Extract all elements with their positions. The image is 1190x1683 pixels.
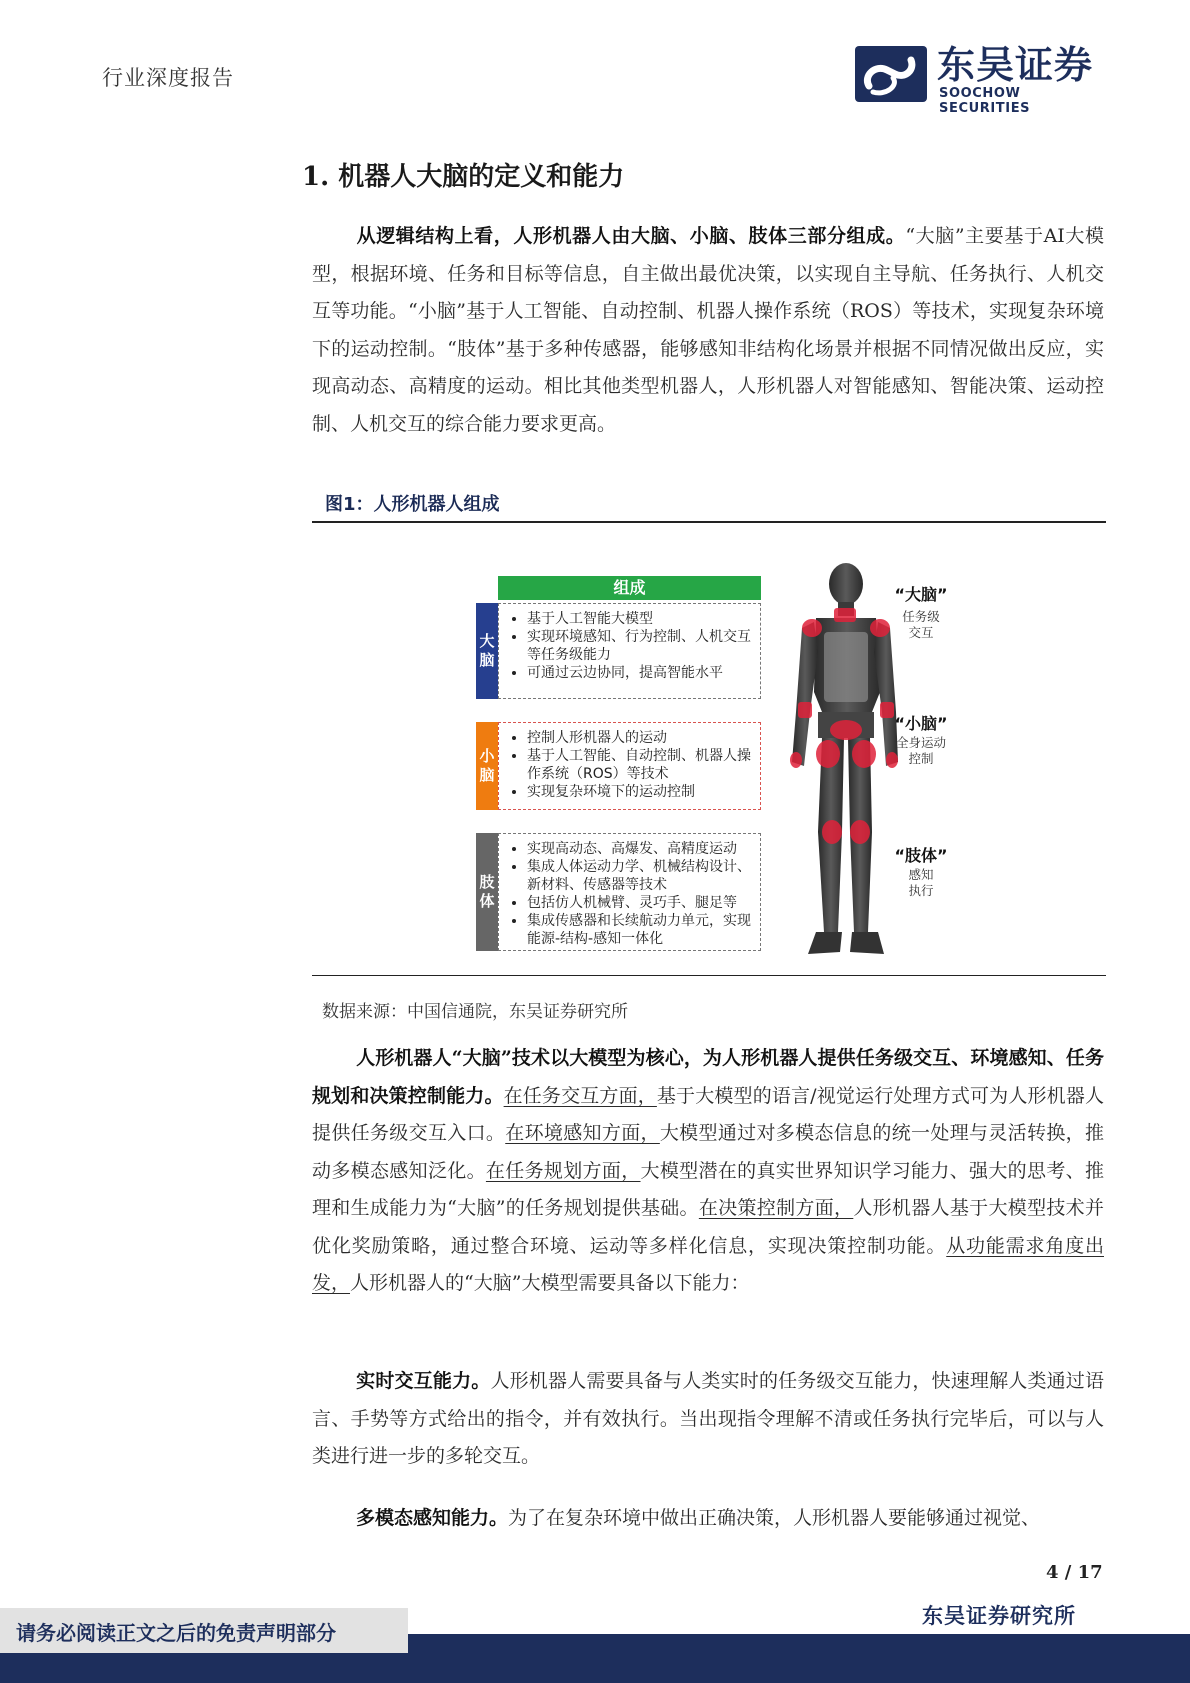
paragraph-4-lead: 多模态感知能力。 xyxy=(356,1507,509,1529)
paragraph-2-text: 大模型通过对多模态信息的统一处理与灵活转换，推动多模态感知泛化。 xyxy=(312,1122,1104,1182)
paragraph-2-lead: 人形机器人“大脑”技术以大模型为核心，为人形机器人提供任务级交互、环境感知、任务规划和决策控制能力。 xyxy=(312,1047,1104,1107)
side-title-cerebellum: “小脑” xyxy=(894,714,948,733)
list-item: • 控制人形机器人的运动 xyxy=(527,729,754,747)
paragraph-3-body: 人形机器人需要具备与人类实时的任务级交互能力，快速理解人类通过语言、手势等方式给出的指令，并有效执行。当出现指令理解不清或任务执行完毕后，可以与人类进行进一步的多轮交互。 xyxy=(312,1370,1104,1467)
paragraph-1 xyxy=(312,218,1104,443)
footer-organization: 东吴证券研究所 xyxy=(922,1603,1076,1628)
figure-source: 数据来源：中国信通院，东吴证券研究所 xyxy=(322,1002,628,1022)
paragraph-2-text: 大模型潜在的真实世界知识学习能力、强大的思考、推理和生成能力为“大脑”的任务规划提供基础。 xyxy=(312,1159,1104,1219)
paragraph-2 xyxy=(312,1040,1104,1303)
soochow-logo-icon xyxy=(855,46,927,102)
side-desc-cerebellum: 全身运动 控制 xyxy=(895,735,946,766)
company-logo xyxy=(855,43,1105,116)
paragraph-3-lead: 实时交互能力。 xyxy=(356,1370,491,1392)
group-box-limbs xyxy=(498,833,761,951)
paragraph-4 xyxy=(312,1500,1104,1538)
group-list-limbs xyxy=(513,840,754,948)
composition-header: 组成 xyxy=(498,576,761,600)
group-label-brain: 大脑 xyxy=(476,603,498,699)
group-label-cerebellum: 小脑 xyxy=(476,722,498,810)
figure-title: 图1：人形机器人组成 xyxy=(325,494,500,515)
paragraph-1-lead: 从逻辑结构上看，人形机器人由大脑、小脑、肢体三部分组成。 xyxy=(356,225,906,247)
underline-decision-control: 在决策控制方面， xyxy=(698,1197,854,1219)
page-number: 4 / 17 xyxy=(1046,1562,1103,1583)
paragraph-2-text: 人形机器人的“大脑”大模型需要具备以下能力： xyxy=(350,1272,750,1294)
group-box-brain xyxy=(498,603,761,699)
list-item: • 集成传感器和长续航动力单元，实现能源-结构-感知一体化 xyxy=(527,912,754,948)
underline-task-interaction: 在任务交互方面， xyxy=(503,1084,657,1107)
report-type: 行业深度报告 xyxy=(102,66,234,90)
side-title-limbs: “肢体” xyxy=(894,846,948,865)
group-list-cerebellum xyxy=(513,729,754,801)
list-item: • 可通过云边协同，提高智能水平 xyxy=(527,664,754,682)
logo-english-name: SOOCHOW SECURITIES xyxy=(939,86,1031,116)
figure-bottom-rule xyxy=(312,975,1106,976)
underline-task-planning: 在任务规划方面， xyxy=(485,1159,641,1182)
list-item: • 基于人工智能大模型 xyxy=(527,610,754,628)
underline-environment-perception: 在环境感知方面， xyxy=(505,1122,660,1144)
group-box-cerebellum xyxy=(498,722,761,810)
side-title-brain: “大脑” xyxy=(894,585,948,604)
paragraph-3 xyxy=(312,1363,1104,1476)
underline-functional-demand: 从功能需求角度出发， xyxy=(312,1234,1104,1294)
paragraph-1-body: “大脑”主要基于AI大模型，根据环境、任务和目标等信息，自主做出最优决策，以实现自主导航、任务执行、人机交互等功能。“小脑”基于人工智能、自动控制、机器人操作系统（ROS）等技术，实现复杂环境下的运动控制。“肢体”基于多种传感器，能够感知非结构化场景并根据不同情况做出反应，实现高动态、高精度的运动。相比其他类型机器人，人形机器人对智能感知、智能决策、运动控制、人机交互的综合能力要求更高。 xyxy=(312,225,1104,435)
logo-chinese-name: 东吴证券 xyxy=(937,43,1094,87)
side-desc-brain: 任务级 交互 xyxy=(902,609,940,640)
list-item: • 集成人体运动力学、机械结构设计、新材料、传感器等技术 xyxy=(527,858,754,894)
section-title: 1. 机器人大脑的定义和能力 xyxy=(302,162,625,192)
list-item: • 基于人工智能、自动控制、机器人操作系统（ROS）等技术 xyxy=(527,747,754,783)
paragraph-4-body: 为了在复杂环境中做出正确决策，人形机器人要能够通过视觉、 xyxy=(508,1507,1041,1529)
footer-disclaimer: 请务必阅读正文之后的免责声明部分 xyxy=(16,1621,336,1645)
group-list-brain xyxy=(513,610,754,682)
list-item: • 实现环境感知、行为控制、人机交互等任务级能力 xyxy=(527,628,754,664)
group-label-limbs: 肢体 xyxy=(476,833,498,951)
list-item: • 实现复杂环境下的运动控制 xyxy=(527,783,754,801)
paragraph-2-text: 基于大模型的语言/视觉运行处理方式可为人形机器人提供任务级交互入口。 xyxy=(312,1084,1104,1144)
list-item: • 实现高动态、高爆发、高精度运动 xyxy=(527,840,754,858)
side-desc-limbs: 感知 执行 xyxy=(908,867,934,898)
paragraph-2-text: 人形机器人基于大模型技术并优化奖励策略，通过整合环境、运动等多样化信息，实现决策控制功能。 xyxy=(312,1197,1104,1257)
list-item: • 包括仿人机械臂、灵巧手、腿足等 xyxy=(527,894,754,912)
figure-top-rule xyxy=(312,521,1106,523)
